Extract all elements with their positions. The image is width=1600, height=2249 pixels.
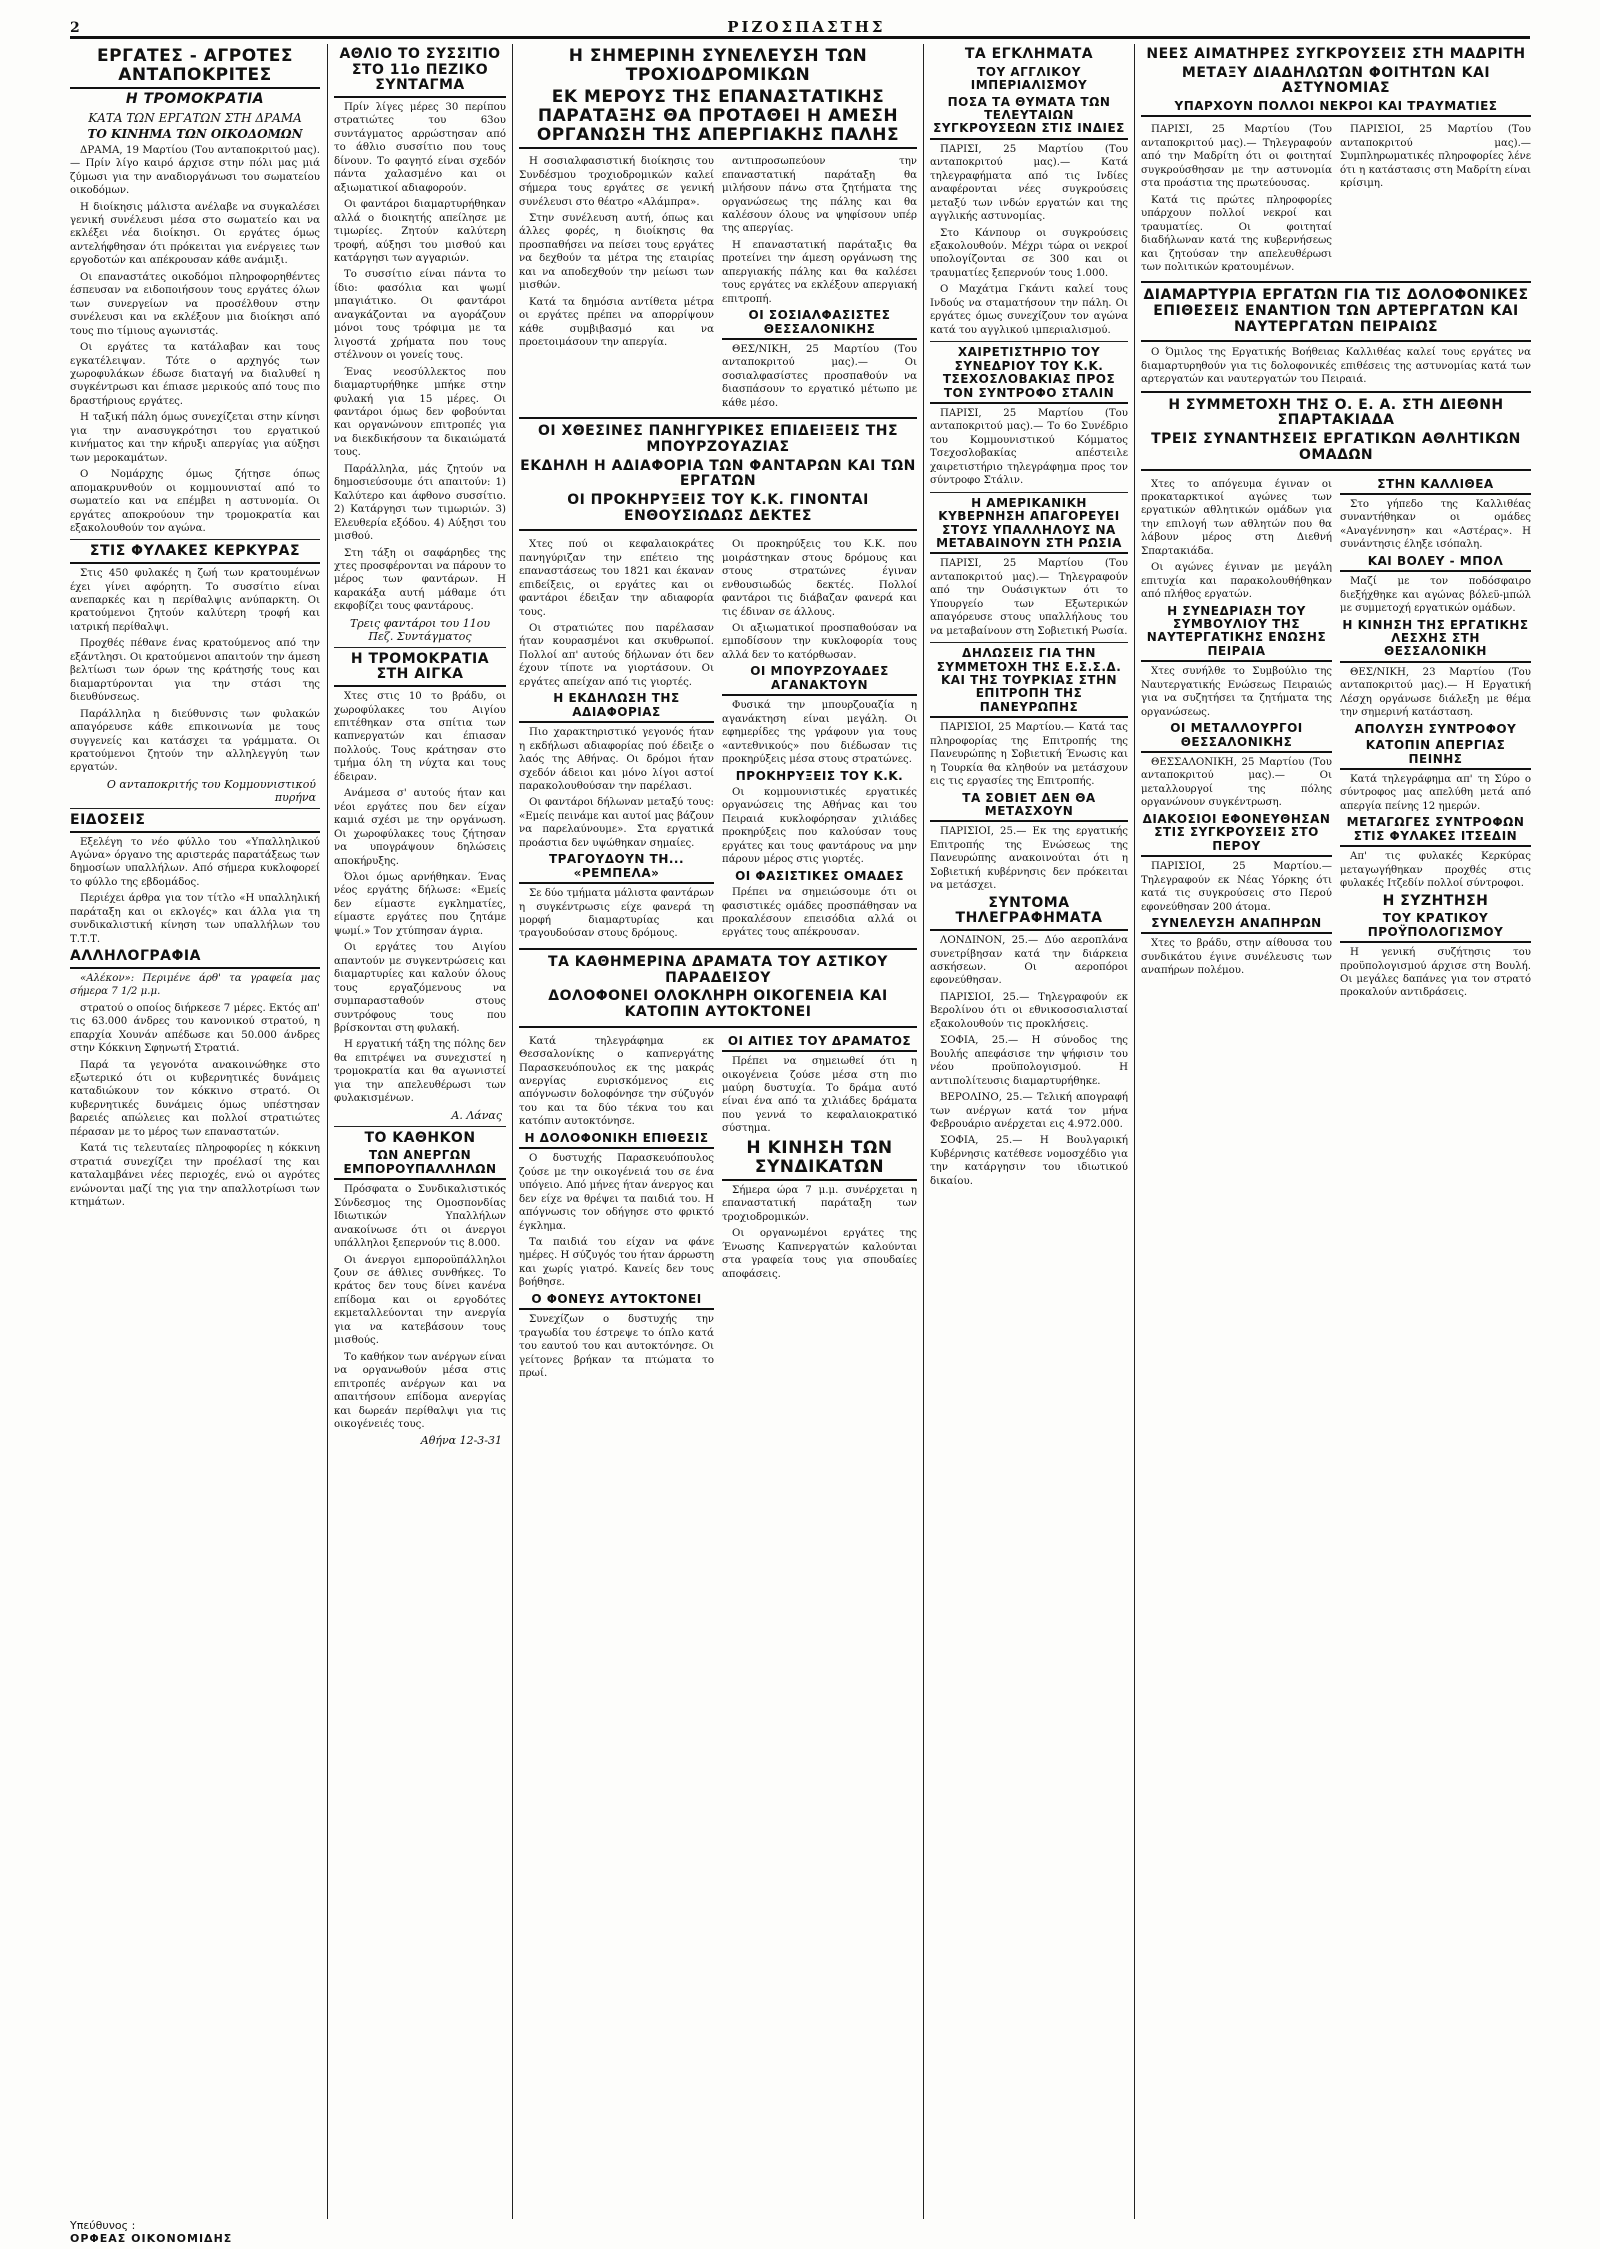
article-paragraph: Το καθήκον των ανέργων είναι να οργανωθούν μέσα στις επιτροπές ανέργων και να απαιτήσουν επίδομα ανεργίας και δωρεάν περίθαλψι για τις οικογένειές τους.: [334, 1351, 506, 1430]
article-paragraph: Πρέπει να σημειωθεί ότι η οικογένεια ζούσε μέσα στη πιο μαύρη δυστυχία. Το δράμα αυτό είναι ένα από τα χιλιάδες δράματα που γεννά το κεφαλαιοκρατικό σύστημα.: [722, 1056, 917, 1135]
article-title: ΤΑ ΕΓΚΛΗΜΑΤΑ: [964, 46, 1094, 62]
article-signature: Αθήνα 12-3-31: [420, 1434, 502, 1448]
article-paragraph: Κατά τις πρώτες πληροφορίες υπάρχουν πολλοί νεκροί και τραυματίες. Οι φοιτηταί διαδήλωναν κατά της κυβερνήσεως και ζητούσαν την απελευθέρωσι των πολιτικών κρατουμένων.: [1141, 194, 1332, 273]
article-paragraph: Παράλληλα, μάς ζητούν να δημοσιεύσουμε ότι απαιτούν: 1) Καλύτερο και άφθονο συσσίτιο. 2) Κατάργησι των τιμωριών. 3) Ελευθερία εξόδου. 4) Αύξησι του μισθού.: [334, 463, 506, 543]
article-title: ΤΑ ΚΑΘΗΜΕΡΙΝΑ ΔΡΑΜΑΤΑ ΤΟΥ ΑΣΤΙΚΟΥ ΠΑΡΑΔΕΙΣΟΥ: [548, 953, 888, 986]
footer-editor-name: ΟΡΦΕΑΣ ΟΙΚΟΝΟΜΙΔΗΣ: [70, 2232, 233, 2245]
article-paragraph: Σε δύο τμήματα μάλιστα φαντάρων η συγκέντρωσις είχε φανερά τη μορφή διαμαρτυρίας και τραγουδούσαν στους δρόμους.: [519, 888, 714, 940]
article-subtitle: ΤΩΝ ΑΝΕΡΓΩΝ ΕΜΠΟΡΟΥΠΑΛΛΗΛΩΝ: [334, 1149, 506, 1180]
article-title: Η ΣΥΜΜΕΤΟΧΗ ΤΗΣ Ο. Ε. Α. ΣΤΗ ΔΙΕΘΝΗ ΣΠΑΡΤΑΚΙΑΔΑ: [1168, 396, 1504, 429]
footer-label: Υπεύθυνος :: [70, 2219, 136, 2232]
article-paragraph: Στο γήπεδο της Καλλιθέας συναντήθηκαν οι ομάδες «Αναγέννηση» και «Αστέρας». Η συνάντησις έληξε ισόπαλη.: [1340, 498, 1531, 551]
footer-editor: [70, 2219, 232, 2245]
article-paragraph: Ο Νομάρχης όμως ζήτησε όπως απομακρυνθούν οι κομμουνισταί από το σωματείο και να επέμβει η αστυνομία. Οι εργάτες αποκρούουν την τρομοκρατία και εξακολουθούν τον αγώνα.: [70, 469, 320, 534]
article-paragraph: Όλοι όμως αρνήθηκαν. Ένας νέος εργάτης δήλωσε: «Εμείς δεν είμαστε εγκληματίες, είμαστε εργάτες που ζητάμε ψωμί.» Τον χτύπησαν άγρια.: [334, 872, 506, 937]
article-paragraph: Ανάμεσα σ' αυτούς ήταν και νέοι εργάτες που δεν είχαν καμιά σχέσι με την οργάνωση. Οι χωροφύλακες τους ζήτησαν να υπογράψουν δηλώσεις αποκήρυξης.: [334, 788, 506, 867]
article-title: ΕΙΔΟΣΕΙΣ: [70, 813, 320, 833]
article-paragraph: ΔΡΑΜΑ, 19 Μαρτίου (Του ανταποκριτού μας).— Πρίν λίγο καιρό άρχισε στην πόλι μας μιά ζύμωσι για την αναδιοργάνωσι του σωματείου οικοδόμων.: [70, 144, 320, 197]
article-title: Η ΣΥΝΕΔΡΙΑΣΗ ΤΟΥ ΣΥΜΒΟΥΛΙΟΥ ΤΗΣ ΝΑΥΤΕΡΓΑΤΙΚΗΣ ΕΝΩΣΗΣ ΠΕΙΡΑΙΑ: [1141, 605, 1332, 663]
article-title: ΟΙ ΦΑΣΙΣΤΙΚΕΣ ΟΜΑΔΕΣ: [735, 868, 904, 883]
article-paragraph: ΠΑΡΙΣΙΟΙ, 25 Μαρτίου (Του ανταποκριτού μας).— Συμπληρωματικές πληροφορίες λένε ότι η κατάστασις στη Μαδρίτη είναι κρίσιμη.: [1340, 124, 1531, 190]
article-paragraph: ΒΕΡΟΛΙΝΟ, 25.— Τελική απογραφή των ανέργων κατά τον μήνα Φεβρουάριο ανέρχεται εις 4.972.000.: [930, 1092, 1128, 1130]
lead-headline: Η ΣΗΜΕΡΙΝΗ ΣΥΝΕΛΕΥΣΗ ΤΩΝ ΤΡΟΧΙΟΔΡΟΜΙΚΩΝ: [568, 46, 868, 86]
article-title: Η ΤΡΟΜΟΚΡΑΤΙΑ ΣΤΗ ΑΙΓΚΑ: [334, 652, 506, 687]
article-paragraph: Οι φαντάροι δήλωναν μεταξύ τους: «Εμείς πεινάμε και αυτοί μας βάζουν να παρελαύνουμε». Στα εργατικά προάστια δεν υψώθηκαν σημαίες.: [519, 797, 714, 849]
article-paragraph: Ο Όμιλος της Εργατικής Βοήθειας Καλλιθέας καλεί τους εργάτες να διαμαρτυρηθούν για τις δολοφονικές επιθέσεις της αστυνομίας κατά των αρτεργατών και ναυτεργατών του Πειραιά.: [1141, 347, 1531, 386]
article-paragraph: Οι αγώνες έγιναν με μεγάλη επιτυχία και παρακολουθήθηκαν από πλήθος εργατών.: [1141, 562, 1332, 601]
article-paragraph: Οι προκηρύξεις του Κ.Κ. που μοιράστηκαν στους δρόμους και στους στρατώνες έγιναν ενθουσιωδώς δεκτές. Πολλοί φαντάροι τις διάβαζαν φανερά και τις έδιναν σε άλλους.: [722, 539, 917, 618]
article-title: ΠΟΣΑ ΤΑ ΘΥΜΑΤΑ ΤΩΝ ΤΕΛΕΥΤΑΙΩΝ ΣΥΓΚΡΟΥΣΕΩΝ ΣΤΙΣ ΙΝΔΙΕΣ: [930, 96, 1128, 140]
article-paragraph: Ένας νεοσύλλεκτος που διαμαρτυρήθηκε μπήκε στην φυλακή για 15 μέρες. Οι φαντάροι όμως δεν φοβούνται και οργανώνουν επιτροπές για να διεκδικήσουν τα δικαιώματά τους.: [334, 366, 506, 459]
article-paragraph: ΠΑΡΙΣΙ, 25 Μαρτίου (Του ανταποκριτού μας).— Τηλεγραφούν από την Ουάσιγκτων ότι το Υπουργείο των Εξωτερικών απαγόρευσε στους υπαλλήλους του να μεταβαίνουν στη Σοβιετική Ρωσία.: [930, 558, 1128, 637]
article-paragraph: ΠΑΡΙΣΙΟΙ, 25 Μαρτίου.— Τηλεγραφούν εκ Νέας Υόρκης ότι κατά τις συγκρούσεις στο Περού εφονεύθησαν 200 άτομα.: [1141, 861, 1332, 913]
article-subtitle: ΚΑΤΟΠΙΝ ΑΠΕΡΓΙΑΣ ΠΕΙΝΗΣ: [1340, 739, 1531, 770]
section-heading: ΕΡΓΑΤΕΣ - ΑΓΡΟΤΕΣ ΑΝΤΑΠΟΚΡΙΤΕΣ: [70, 47, 320, 89]
article-paragraph: Σήμερα ώρα 7 μ.μ. συνέρχεται η επαναστατική παράταξη των τροχιοδρομικών.: [722, 1184, 917, 1223]
article-title: ΠΡΟΚΗΡΥΞΕΙΣ ΤΟΥ Κ.Κ.: [735, 768, 904, 783]
article-paragraph: Παρά τα γεγονότα ανακοινώθηκε στο εξωτερικό ότι οι κυβερνητικές δυνάμεις καταδιώκουν τον κόκκινο στρατό. Οι κυβερνητικές δυνάμεις όμως υπέστησαν βαρειές απώλειες και πολλοί στρατιώτες πέρασαν με το μέρος των επαναστατών.: [70, 1059, 320, 1138]
article-paragraph: Κατά τηλεγράφημα εκ Θεσσαλονίκης ο καπνεργάτης Παρασκευόπουλος εκ της μακράς ανεργίας ευρισκόμενος εις απόγνωσιν δολοφόνησε την σύζυγόν του και τα δύο τέκνα του και κατόπιν αυτοκτόνησε.: [519, 1035, 714, 1128]
article-title: ΑΛΛΗΛΟΓΡΑΦΙΑ: [70, 949, 320, 969]
article-title: ΝΕΕΣ ΑΙΜΑΤΗΡΕΣ ΣΥΓΚΡΟΥΣΕΙΣ ΣΤΗ ΜΑΔΡΙΤΗ: [1146, 46, 1526, 62]
column-3: [519, 44, 917, 2219]
article-paragraph: Κατά τα δημόσια αντίθετα μέτρα οι εργάτες πρέπει να απορρίψουν κάθε συμβιβασμό και να προετοιμάσουν την απεργία.: [519, 296, 714, 349]
article-title: ΣΥΝΕΛΕΥΣΗ ΑΝΑΠΗΡΩΝ: [1141, 917, 1332, 934]
article-title: ΑΘΛΙΟ ΤΟ ΣΥΣΣΙΤΙΟ ΣΤΟ 11ο ΠΕΖΙΚΟ ΣΥΝΤΑΓΜΑ: [334, 47, 506, 98]
column-5: [1141, 44, 1531, 2219]
article-paragraph: ΛΟΝΔΙΝΟΝ, 25.— Δύο αεροπλάνα συνετρίβησαν κατά την διάρκεια ασκήσεων. Οι αεροπόροι εφονεύθησαν.: [930, 935, 1128, 987]
article-paragraph: Η ταξική πάλη όμως συνεχίζεται στην κίνησι για την ανασυγκρότησι του εργατικού κινήματος και την κήρυξι απεργίας για αύξησι των μεροκαμάτων.: [70, 412, 320, 464]
article-paragraph: ΠΑΡΙΣΙ, 25 Μαρτίου (Του ανταποκριτού μας).— Τηλεγραφούν από την Μαδρίτη ότι οι φοιτηταί συγκρούσθησαν με την αστυνομία στα προάστια της πρωτεύουσας.: [1141, 124, 1332, 190]
article-title: ΣΥΝΤΟΜΑ ΤΗΛΕΓΡΑΦΗΜΑΤΑ: [930, 896, 1128, 931]
article-signature: Ο ανταποκριτής του Κομμουνιστικού πυρήνα: [106, 777, 316, 804]
article-title: ΤΟ ΚΑΘΗΚΟΝ: [364, 1129, 476, 1146]
article-paragraph: Η σοσιαλφασιστική διοίκησις του Συνδέσμου τροχιοδρομικών καλεί σήμερα τους εργάτες σε γενική συνέλευσι στο θέατρο «Αλάμπρα».: [519, 156, 714, 208]
article-title: ΟΙ ΜΕΤΑΛΛΟΥΡΓΟΙ ΘΕΣΣΑΛΟΝΙΚΗΣ: [1141, 722, 1332, 753]
article-paragraph: Στη τάξη οι σαφάρηδες της χτες προσφέρονται να πάρουν το μέρος των φαντάρων. Η καρακάξα αυτή μάθαμε ότι εκφοβίζει τους φαντάρους.: [334, 547, 506, 613]
article-paragraph: Η επαναστατική παράταξις θα προτείνει την άμεση οργάνωση της απεργιακής πάλης και θα καλέσει τους εργάτες να εκλέξουν απεργιακή επιτροπή.: [722, 239, 917, 305]
article-subtitle: «Αλέκον»: Περιμένε άρθ' τα γραφεία μας σήμερα 7 1/2 μ.μ.: [70, 972, 320, 998]
article-paragraph: Κατά τηλεγράφημα απ' τη Σύρο ο σύντροφος μας απελύθη μετά από απεργία πείνης 12 ημερών.: [1340, 773, 1531, 812]
article-paragraph: Περιέχει άρθρα για τον τίτλο «Η υπαλληλική παράταξη και οι εκλογές» και άλλα για τη συνδικαλιστική κίνηση των υπαλλήλων του Τ.Τ.Τ.: [70, 893, 320, 945]
masthead: [70, 10, 1530, 39]
article-paragraph: αντιπροσωπεύουν την επαναστατική παράταξη θα μιλήσουν πάνω στα ζητήματα της οργανώσεως της πάλης και θα καλέσουν όλους να ψηφίσουν υπέρ της απεργίας.: [722, 156, 917, 235]
article-title: ΟΙ ΣΟΣΙΑΛΦΑΣΙΣΤΕΣ ΘΕΣΣΑΛΟΝΙΚΗΣ: [722, 309, 917, 340]
article-title: Η ΚΙΝΗΣΗ ΤΗΣ ΕΡΓΑΤΙΚΗΣ ΛΕΣΧΗΣ ΣΤΗ ΘΕΣΣΑΛΟΝΙΚΗ: [1340, 619, 1531, 663]
article-paragraph: Οι εργάτες του Αιγίου απαντούν με συγκεντρώσεις και διαμαρτυρίες και καλούν όλους τους εργαζόμενους να συμπαρασταθούν στους συντρόφους τους που βρίσκονται στη φυλακή.: [334, 942, 506, 1034]
article-paragraph: Φυσικά την μπουρζουαζία η αγανάκτηση είναι μεγάλη. Οι εφημερίδες της γράφουν για τους «αντεθνικούς» που διέδωσαν τις προκηρύξεις μέσα στους στρατώνες.: [722, 700, 917, 766]
column-2: [334, 44, 506, 2219]
article-title: ΧΑΙΡΕΤΙΣΤΗΡΙΟ ΤΟΥ ΣΥΝΕΔΡΙΟΥ ΤΟΥ Κ.Κ. ΤΣΕΧΟΣΛΟΒΑΚΙΑΣ ΠΡΟΣ ΤΟΝ ΣΥΝΤΡΟΦΟ ΣΤΑΛΙΝ: [930, 346, 1128, 404]
article-paragraph: Οι οργανωμένοι εργάτες της Ένωσης Καπνεργατών καλούνται στα γραφεία τους για σπουδαίες αποφάσεις.: [722, 1228, 917, 1280]
article-paragraph: Χτες συνήλθε το Συμβούλιο της Ναυτεργατικής Ενώσεως Πειραιώς για να συζητήσει τα ζητήματα της οργανώσεως.: [1141, 666, 1332, 718]
masthead-title: ΡΙΖΟΣΠΑΣΤΗΣ: [727, 18, 886, 36]
article-paragraph: Μαζί με τον ποδόσφαιρο διεξήχθηκε και αγώνας βόλεϋ-μπώλ με συμμετοχή εργατικών ομάδων.: [1340, 576, 1531, 615]
article-title: Η ΕΚΔΗΛΩΣΗ ΤΗΣ ΑΔΙΑΦΟΡΙΑΣ: [519, 692, 714, 723]
article-paragraph: στρατού ο οποίος διήρκεσε 7 μέρες. Εκτός απ' τις 63.000 άνδρες του κανονικού στρατού, η επαρχία Χουνάν απέδωσε και 50.000 άνδρες στην Κόκκινη Σφηνωτή Στρατιά.: [70, 1002, 320, 1055]
article-paragraph: Εξελέγη το νέο φύλλο του «Υπαλληλικού Αγώνα» όργανο της αριστεράς παρατάξεως των δημοσίων υπαλλήλων. Από σήμερα κυκλοφορεί το φύλλο της εβδομάδος.: [70, 836, 320, 888]
article-paragraph: Οι στρατιώτες που παρέλασαν ήταν κουρασμένοι και σκυθρωποί. Πολλοί απ' αυτούς δήλωναν ότι δεν έχουν τίποτε να γιορτάσουν. Οι εργάτες απείχαν από τις γιορτές.: [519, 623, 714, 688]
article-paragraph: Πιο χαρακτηριστικό γεγονός ήταν η εκδήλωσι αδιαφορίας πού έδειξε ο λαός της Αθήνας. Οι δρόμοι ήταν σχεδόν άδειοι και μόνο λίγοι αστοί παρακολουθούσαν την παρέλασι.: [519, 727, 714, 792]
article-title: ΣΤΙΣ ΦΥΛΑΚΕΣ ΚΕΡΚΥΡΑΣ: [70, 544, 320, 564]
article-paragraph: Στην συνέλευση αυτή, όπως και άλλες φορές, η διοίκησις θα προσπαθήσει να πείσει τους εργάτες να δεχθούν τα μέτρα της εταιρίας και να αποδεχθούν την μείωσι των μισθών.: [519, 212, 714, 292]
article-title: ΤΟΥ ΑΓΓΛΙΚΟΥ ΙΜΠΕΡΙΑΛΙΣΜΟΥ: [970, 64, 1088, 93]
article-paragraph: Οι κομμουνιστικές εργατικές οργανώσεις της Αθήνας και του Πειραιά κυκλοφόρησαν χιλιάδες προκηρύξεις που καλούσαν τους εργάτες και τους φαντάρους να μην πάρουν μέρος στις γιορτές.: [722, 786, 917, 866]
article-title: ΚΑΙ ΒΟΛΕΥ - ΜΠΟΛ: [1340, 555, 1531, 572]
article-paragraph: Χτες στις 10 το βράδυ, οι χωροφύλακες του Αιγίου επιτέθηκαν στα σπίτια των καπνεργατών και έπιασαν πολλούς. Τους κράτησαν στο τμήμα όλη τη νύχτα και τους έδειραν.: [334, 691, 506, 783]
article-signature: Τρεις φαντάροι του 11ου Πεζ. Συντάγματος: [349, 616, 491, 643]
article-paragraph: Οι επαναστάτες οικοδόμοι πληροφορηθέντες έσπευσαν να ειδοποιήσουν τους εργάτες όλων των συνεργείων να προσέλθουν στην συνέλευσι και να εκλέξουν μια διοίκησι από τους πιο τίμιους αγωνιστάς.: [70, 271, 320, 337]
article-title: Ο ΦΟΝΕΥΣ ΑΥΤΟΚΤΟΝΕΙ: [519, 1293, 714, 1310]
article-paragraph: Οι άνεργοι εμποροϋπάλληλοι ζουν σε άθλιες συνθήκες. Το κράτος δεν τους δίνει κανένα επίδομα και οι εργοδότες εκμεταλλεύονται την ανεργία για να κατεβάσουν τους μισθούς.: [334, 1254, 506, 1347]
article-title: ΤΟΥ ΚΡΑΤΙΚΟΥ ΠΡΟΫΠΟΛΟΓΙΣΜΟΥ: [1340, 912, 1531, 943]
article-title: ΟΙ ΜΠΟΥΡΖΟΥΑΔΕΣ ΑΓΑΝΑΚΤΟΥΝ: [722, 665, 917, 696]
article-paragraph: ΠΑΡΙΣΙΟΙ, 25.— Εκ της εργατικής Επιτροπής της Ενώσεως της Πανευρώπης ανακοινούται ότι η Σοβιετική κυβέρνησις δεν πρόκειται να μετάσχει.: [930, 826, 1128, 892]
article-title: ΕΚΔΗΛΗ Η ΑΔΙΑΦΟΡΙΑ ΤΩΝ ΦΑΝΤΑΡΩΝ ΚΑΙ ΤΩΝ ΕΡΓΑΤΩΝ: [520, 457, 916, 490]
article-title: Η ΤΡΟΜΟΚΡΑΤΙΑ: [125, 91, 265, 108]
article-paragraph: Συνεχίζων ο δυστυχής την τραγωδία του έστρεψε το όπλο κατά του εαυτού του και αυτοκτόνησε. Οι γείτονες βρήκαν τα πτώματα το πρωί.: [519, 1314, 714, 1380]
article-title: ΑΠΟΛΥΣΗ ΣΥΝΤΡΟΦΟΥ: [1354, 721, 1517, 736]
article-signature: Α. Λάνας: [451, 1108, 502, 1122]
article-paragraph: Ο Μαχάτμα Γκάντι καλεί τους Ινδούς να σταματήσουν την πάλη. Οι εργάτες όμως συνεχίζουν τον αγώνα κατά του αγγλικού ιμπεριαλισμού.: [930, 284, 1128, 336]
article-paragraph: Οι φαντάροι διαμαρτυρήθηκαν αλλά ο διοικητής απείλησε με τιμωρίες. Ζητούν καλύτερη τροφή, αύξησι του μισθού και κατάργησι των αγγαριών.: [334, 199, 506, 264]
article-title: ΥΠΑΡΧΟΥΝ ΠΟΛΛΟΙ ΝΕΚΡΟΙ ΚΑΙ ΤΡΑΥΜΑΤΙΕΣ: [1141, 100, 1531, 117]
article-paragraph: Κατά τις τελευταίες πληροφορίες η κόκκινη στρατιά συνεχίζει την προέλασί της και καταλαμβάνει νέες περιοχές, ενώ οι αγρότες ενώνονται μαζί της για την απαλλοτρίωσι των κτημάτων.: [70, 1143, 320, 1209]
article-paragraph: Χτες πού οι κεφαλαιοκράτες πανηγύριζαν την επέτειο της επαναστάσεως του 1821 και έκαναν επιδείξεις, οι εργάτες και οι φαντάροι έδειξαν την αδιαφορία τους.: [519, 539, 714, 618]
article-paragraph: Προχθές πέθανε ένας κρατούμενος από την εξάντλησι. Οι κρατούμενοι απαιτούν την άμεση βελτίωσι των όρων της κράτησής τους και διαμαρτύρονται για την στάσι της διευθύνσεως.: [70, 638, 320, 704]
article-paragraph: Πρέπει να σημειώσουμε ότι οι φασιστικές ομάδες προσπάθησαν να προκαλέσουν επεισόδια αλλά οι εργάτες τους απέκρουσαν.: [722, 887, 917, 939]
article-paragraph: ΘΕΣ/ΝΙΚΗ, 23 Μαρτίου (Του ανταποκριτού μας).— Η Εργατική Λέσχη οργάνωσε διάλεξη με θέμα την σημερινή κατάσταση.: [1340, 666, 1531, 719]
column-1: [70, 44, 320, 2219]
article-subtitle: ΤΡΕΙΣ ΣΥΝΑΝΤΗΣΕΙΣ ΕΡΓΑΤΙΚΩΝ ΑΘΛΗΤΙΚΩΝ ΟΜΑΔΩΝ: [1151, 431, 1521, 463]
article-paragraph: ΠΑΡΙΣΙΟΙ, 25 Μαρτίου.— Κατά τας πληροφορίας της Επιτροπής της Πανευρώπης η Σοβιετική Ένωσις και η Τουρκία θα κληθούν να μετάσχουν εις τις εργασίες της Επιτροπής.: [930, 722, 1128, 788]
article-title: ΟΙ ΠΡΟΚΗΡΥΞΕΙΣ ΤΟΥ Κ.Κ. ΓΙΝΟΝΤΑΙ ΕΝΘΟΥΣΙΩΔΩΣ ΔΕΚΤΕΣ: [567, 491, 869, 524]
article-title: Η ΣΥΖΗΤΗΣΗ: [1382, 892, 1489, 909]
article-title: Η ΚΙΝΗΣΗ ΤΩΝ ΣΥΝΔΙΚΑΤΩΝ: [722, 1139, 917, 1181]
article-title: ΔΗΛΩΣΕΙΣ ΓΙΑ ΤΗΝ ΣΥΜΜΕΤΟΧΗ ΤΗΣ Ε.Σ.Σ.Δ. ΚΑΙ ΤΗΣ ΤΟΥΡΚΙΑΣ ΣΤΗΝ ΕΠΙΤΡΟΠΗ ΤΗΣ ΠΑΝΕΥΡΩΠΗΣ: [930, 647, 1128, 718]
article-paragraph: ΠΑΡΙΣΙ, 25 Μαρτίου (Του ανταποκριτού μας).— Κατά τηλεγραφήματα από τις Ινδίες αναφέρονται νέες συγκρούσεις μεταξύ των ινδών εργατών και της αγγλικής αστυνομίας.: [930, 143, 1128, 223]
article-paragraph: ΠΑΡΙΣΙΟΙ, 25.— Τηλεγραφούν εκ Βερολίνου ότι οι εθνικοσοσιαλισταί εξακολουθούν τις προκλήσεις.: [930, 991, 1128, 1030]
column-4: [930, 44, 1128, 2219]
article-title: ΔΟΛΟΦΟΝΕΙ ΟΛΟΚΛΗΡΗ ΟΙΚΟΓΕΝΕΙΑ ΚΑΙ ΚΑΤΟΠΙΝ ΑΥΤΟΚΤΟΝΕΙ: [548, 988, 888, 1020]
article-paragraph: ΣΟΦΙΑ, 25.— Η Βουλγαρική Κυβέρνησις κατέθεσε νομοσχέδιο για την κατάργησιν του ιδιωτικού δικαίου.: [930, 1135, 1128, 1187]
article-subtitle: ΤΟ ΚΙΝΗΜΑ ΤΩΝ ΟΙΚΟΔΟΜΩΝ: [87, 126, 303, 141]
article-paragraph: ΘΕΣΣΑΛΟΝΙΚΗ, 25 Μαρτίου (Του ανταποκριτού μας).— Οι μεταλλουργοί της πόλης οργανώνουν συγκέντρωση.: [1141, 757, 1332, 809]
article-title: ΟΙ ΧΘΕΣΙΝΕΣ ΠΑΝΗΓΥΡΙΚΕΣ ΕΠΙΔΕΙΞΕΙΣ ΤΗΣ ΜΠΟΥΡΖΟΥΑΖΙΑΣ: [537, 423, 899, 455]
article-title: ΣΤΗΝ ΚΑΛΛΙΘΕΑ: [1340, 478, 1531, 495]
article-paragraph: Η γενική συζήτησις του προϋπολογισμού άρχισε στη Βουλή. Οι μεγάλες δαπάνες για τον στρατό προκαλούν αντιδράσεις.: [1340, 947, 1531, 999]
article-paragraph: Τα παιδιά του είχαν να φάνε ημέρες. Η σύζυγός του ήταν άρρωστη και χωρίς γιατρό. Κανείς δεν τους βοήθησε.: [519, 1236, 714, 1289]
article-paragraph: ΣΟΦΙΑ, 25.— Η σύνοδος της Βουλής απεφάσισε την ψήφισιν του νέου προϋπολογισμού. Η αντιπολίτευσις διαμαρτυρήθηκε.: [930, 1035, 1128, 1087]
article-paragraph: Απ' τις φυλακές Κερκύρας μεταγωγήθηκαν προχθές στις φυλακές Ιτζεδίν πολλοί σύντροφοι.: [1340, 851, 1531, 890]
article-title: Η ΑΜΕΡΙΚΑΝΙΚΗ ΚΥΒΕΡΝΗΣΗ ΑΠΑΓΟΡΕΥΕΙ ΣΤΟΥΣ ΥΠΑΛΛΗΛΟΥΣ ΝΑ ΜΕΤΑΒΑΙΝΟΥΝ ΣΤΗ ΡΩΣΙΑ: [930, 497, 1128, 555]
article-paragraph: Πρόσφατα ο Συνδικαλιστικός Σύνδεσμος της Ομοσπονδίας Ιδιωτικών Υπαλλήλων ανακοίνωσε ότι οι άνεργοι υπάλληλοι ξεπερνούν τις 8.000.: [334, 1184, 506, 1250]
article-title: ΟΙ ΑΙΤΙΕΣ ΤΟΥ ΔΡΑΜΑΤΟΣ: [722, 1035, 917, 1052]
article-paragraph: Το συσσίτιο είναι πάντα το ίδιο: φασόλια και ψωμί μπαγιάτικο. Οι φαντάροι αναγκάζονται να αγοράζουν μόνοι τους τρόφιμα με τα λιγοστά χρήματα που τους στέλνουν οι γονείς τους.: [334, 269, 506, 362]
article-paragraph: Στις 450 φυλακές η ζωή των κρατουμένων έχει γίνει αφόρητη. Το συσσίτιο είναι ανεπαρκές και η περίθαλψις ανύπαρκτη. Οι κρατούμενοι ζητούν καλύτερη τροφή και ιατρική περίθαλψι.: [70, 568, 320, 633]
article-paragraph: ΠΑΡΙΣΙ, 25 Μαρτίου (Του ανταποκριτού μας).— Το 6ο Συνέδριο του Κομμουνιστικού Κόμματος Τσεχοσλοβακίας απέστειλε χαιρετιστήριο τηλεγράφημα προς τον σύντροφο Στάλιν.: [930, 407, 1128, 487]
article-paragraph: ΘΕΣ/ΝΙΚΗ, 25 Μαρτίου (Του ανταποκριτού μας).— Οι σοσιαλφασίστες προσπαθούν να διασπάσουν το εργατικό μέτωπο με κάθε μέσο.: [722, 344, 917, 409]
lead-subheadline: ΕΚ ΜΕΡΟΥΣ ΤΗΣ ΕΠΑΝΑΣΤΑΤΙΚΗΣ ΠΑΡΑΤΑΞΗΣ ΘΑ ΠΡΟΤΑΘΕΙ Η ΑΜΕΣΗ ΟΡΓΑΝΩΣΗ ΤΗΣ ΑΠΕΡΓΙΑΚΗΣ ΠΑΛΗΣ: [519, 88, 917, 149]
article-title: ΤΑ ΣΟΒΙΕΤ ΔΕΝ ΘΑ ΜΕΤΑΣΧΟΥΝ: [930, 792, 1128, 823]
article-paragraph: Χτες το απόγευμα έγιναν οι προκαταρκτικοί αγώνες των εργατικών αθλητικών ομάδων για την επιλογή των αθλητών που θα λάβουν μέρος στη Διεθνή Σπαρτακιάδα.: [1141, 478, 1332, 557]
article-subtitle: ΚΑΤΑ ΤΩΝ ΕΡΓΑΤΩΝ ΣΤΗ ΔΡΑΜΑ: [88, 110, 302, 125]
article-title: ΜΕΤΑΞΥ ΔΙΑΔΗΛΩΤΩΝ ΦΟΙΤΗΤΩΝ ΚΑΙ ΑΣΤΥΝΟΜΙΑΣ: [1181, 64, 1491, 97]
article-title: ΔΙΑΜΑΡΤΥΡΙΑ ΕΡΓΑΤΩΝ ΓΙΑ ΤΙΣ ΔΟΛΟΦΟΝΙΚΕΣ ΕΠΙΘΕΣΕΙΣ ΕΝΑΝΤΙΟΝ ΤΩΝ ΑΡΤΕΡΓΑΤΩΝ ΚΑΙ ΝΑΥΤΕΡΓΑΤΩΝ ΠΕΙΡΑΙΩΣ: [1143, 287, 1529, 335]
article-title: ΔΙΑΚΟΣΙΟΙ ΕΦΟΝΕΥΘΗΣΑΝ ΣΤΙΣ ΣΥΓΚΡΟΥΣΕΙΣ ΣΤΟ ΠΕΡΟΥ: [1141, 813, 1332, 857]
article-title: ΤΡΑΓΟΥΔΟΥΝ ΤΗ... «ΡΕΜΠΕΛΑ»: [519, 853, 714, 884]
article-paragraph: Οι εργάτες τα κατάλαβαν και τους εγκατέλειψαν. Τότε ο αρχηγός των χωροφυλάκων έδωσε διαταγή να διαλυθεί η συγκέντρωσι και έπιασε μερικούς από τους πιο δραστήριους εργάτες.: [70, 342, 320, 407]
article-paragraph: Χτες το βράδυ, στην αίθουσα του συνδικάτου έγινε συνέλευσις των αναπήρων πολέμου.: [1141, 938, 1332, 977]
article-paragraph: Στο Κάνπουρ οι συγκρούσεις εξακολουθούν. Μέχρι τώρα οι νεκροί υπολογίζονται σε 300 και οι τραυματίες ξεπερνούν τους 1.000.: [930, 227, 1128, 279]
article-paragraph: Ο δυστυχής Παρασκευόπουλος ζούσε με την οικογένειά του σε ένα υπόγειο. Από μήνες ήταν άνεργος και δεν είχε να θρέψει τα παιδιά του. Η απόγνωσις τον οδήγησε στο φρικτό έγκλημα.: [519, 1153, 714, 1232]
article-paragraph: Παράλληλα η διεύθυνσις των φυλακών απαγόρευσε κάθε επικοινωνία με τους συγγενείς και κατάσχει τα γράμματα. Οι κρατούμενοι ζητούν την αλληλεγγύη των εργατών.: [70, 708, 320, 774]
page-number: 2: [70, 20, 83, 36]
article-paragraph: Η διοίκησις μάλιστα ανέλαβε να συγκαλέσει γενική συνέλευσι μέσα στο σωματείο και να εκλέξει νέα διοίκησι. Οι εργάτες όμως αντελήφθησαν ότι πρόκειται για ενέργειες των εργοδοτών και απέκρουσαν κάθε ανάμιξι.: [70, 201, 320, 267]
article-title: ΜΕΤΑΓΩΓΕΣ ΣΥΝΤΡΟΦΩΝ ΣΤΙΣ ΦΥΛΑΚΕΣ ΙΤΣΕΔΙΝ: [1340, 816, 1531, 847]
article-title: Η ΔΟΛΟΦΟΝΙΚΗ ΕΠΙΘΕΣΙΣ: [519, 1132, 714, 1149]
article-paragraph: Οι αξιωματικοί προσπαθούσαν να εμποδίσουν την κυκλοφορία τους αλλά δεν το κατόρθωσαν.: [722, 623, 917, 661]
article-paragraph: Πρίν λίγες μέρες 30 περίπου στρατιώτες του 63ου συντάγματος αρρώστησαν από το άθλιο συσσίτιο που τους δίνουν. Το φαγητό είναι σχεδόν πάντα χαλασμένο και οι αξιωματικοί αδιαφορούν.: [334, 102, 506, 194]
article-paragraph: Η εργατική τάξη της πόλης δεν θα επιτρέψει να συνεχιστεί η τρομοκρατία και θα αγωνιστεί για την απελευθέρωσι των φυλακισμένων.: [334, 1039, 506, 1105]
